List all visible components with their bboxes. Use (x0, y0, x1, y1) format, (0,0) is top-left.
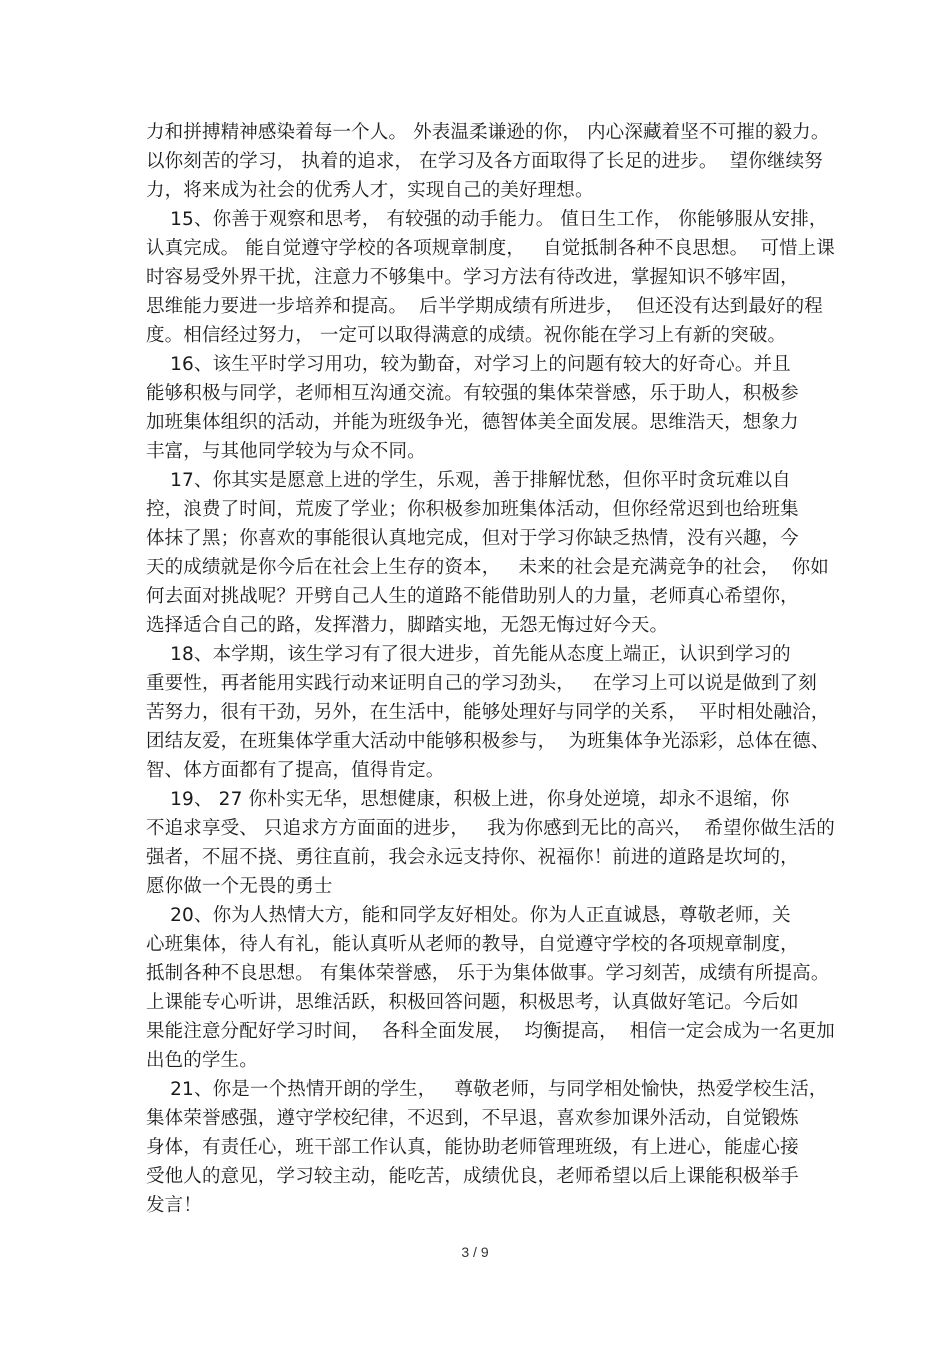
text-line: 16、该生平时学习用功，较为勤奋，对学习上的问题有较大的好奇心。并且 (146, 354, 791, 375)
text-line: 受他人的意见，学习较主动，能吃苦，成绩优良，老师希望以后上课能积极举手 (146, 1166, 799, 1187)
text-line: 时容易受外界干扰，注意力不够集中。学习方法有待改进，掌握知识不够牢固， (146, 267, 799, 288)
text-line: 控，浪费了时间，荒废了学业；你积极参加班集体活动，但你经常迟到也给班集 (146, 499, 799, 520)
text-line: 愿你做一个无畏的勇士 (146, 876, 333, 897)
text-line: 能够积极与同学，老师相互沟通交流。有较强的集体荣誉感，乐于助人，积极参 (146, 383, 799, 404)
text-line: 力和拼搏精神感染着每一个人。 外表温柔谦逊的你， 内心深藏着坚不可摧的毅力。 (146, 122, 830, 143)
text-line: 出色的学生。 (146, 1050, 258, 1071)
text-line: 上课能专心听讲，思维活跃，积极回答问题，积极思考，认真做好笔记。今后如 (146, 992, 799, 1013)
text-line: 21、你是一个热情开朗的学生， 尊敬老师，与同学相处愉快，热爱学校生活， (146, 1079, 828, 1100)
text-line: 智、体方面都有了提高，值得肯定。 (146, 760, 445, 781)
text-line: 何去面对挑战呢？开劈自己人生的道路不能借助别人的力量，老师真心希望你， (146, 586, 799, 607)
text-line: 20、你为人热情大方，能和同学友好相处。你为人正直诚恳，尊敬老师，关 (146, 905, 791, 926)
text-line: 17、你其实是愿意上进的学生，乐观，善于排解忧愁，但你平时贪玩难以自 (146, 470, 791, 491)
text-line: 度。相信经过努力， 一定可以取得满意的成绩。祝你能在学习上有新的突破。 (146, 325, 787, 346)
text-line: 发言！ (146, 1195, 202, 1216)
text-line: 15、你善于观察和思考， 有较强的动手能力。 值日生工作， 你能够服从安排， (146, 209, 828, 230)
text-line: 集体荣誉感强，遵守学校纪律，不迟到，不早退，喜欢参加课外活动，自觉锻炼 (146, 1108, 799, 1129)
text-line: 苦努力，很有干劲，另外，在生活中，能够处理好与同学的关系， 平时相处融洽， (146, 702, 830, 723)
text-line: 不追求享受、 只追求方方面面的进步， 我为你感到无比的高兴， 希望你做生活的 (146, 818, 835, 839)
text-line: 18、本学期，该生学习有了很大进步，首先能从态度上端正，认识到学习的 (146, 644, 791, 665)
text-line: 以你刻苦的学习， 执着的追求， 在学习及各方面取得了长足的进步。 望你继续努 (146, 151, 823, 172)
text-line: 团结友爱，在班集体学重大活动中能够积极参与， 为班集体争光添彩，总体在德、 (146, 731, 830, 752)
text-line: 重要性，再者能用实践行动来证明自己的学习劲头， 在学习上可以说是做到了刻 (146, 673, 817, 694)
text-line: 天的成绩就是你今后在社会上生存的资本， 未来的社会是充满竞争的社会， 你如 (146, 557, 829, 578)
text-line: 选择适合自己的路，发挥潜力，脚踏实地，无怨无悔过好今天。 (146, 615, 669, 636)
page-number: 3 / 9 (461, 1244, 489, 1260)
text-line: 体抹了黑；你喜欢的事能很认真地完成，但对于学习你缺乏热情，没有兴趣，今 (146, 528, 799, 549)
text-line: 加班集体组织的活动，并能为班级争光，德智体美全面发展。思维浩天，想象力 (146, 412, 799, 433)
text-line: 19、 27 你朴实无华，思想健康，积极上进，你身处逆境，却永不退缩，你 (146, 789, 790, 810)
text-line: 认真完成。 能自觉遵守学校的各项规章制度， 自觉抵制各种不良思想。 可惜上课 (146, 238, 835, 259)
text-line: 强者，不屈不挠、勇往直前，我会永远支持你、祝福你！前进的道路是坎坷的， (146, 847, 799, 868)
text-line: 果能注意分配好学习时间， 各科全面发展， 均衡提高， 相信一定会成为一名更加 (146, 1021, 835, 1042)
text-line: 身体，有责任心，班干部工作认真，能协助老师管理班级，有上进心，能虚心接 (146, 1137, 799, 1158)
text-line: 心班集体，待人有礼，能认真听从老师的教导，自觉遵守学校的各项规章制度， (146, 934, 799, 955)
text-line: 思维能力要进一步培养和提高。 后半学期成绩有所进步， 但还没有达到最好的程 (146, 296, 823, 317)
text-line: 力，将来成为社会的优秀人才，实现自己的美好理想。 (146, 180, 594, 201)
text-line: 抵制各种不良思想。 有集体荣誉感， 乐于为集体做事。学习刻苦，成绩有所提高。 (146, 963, 830, 984)
text-line: 丰富，与其他同学较为与众不同。 (146, 441, 426, 462)
